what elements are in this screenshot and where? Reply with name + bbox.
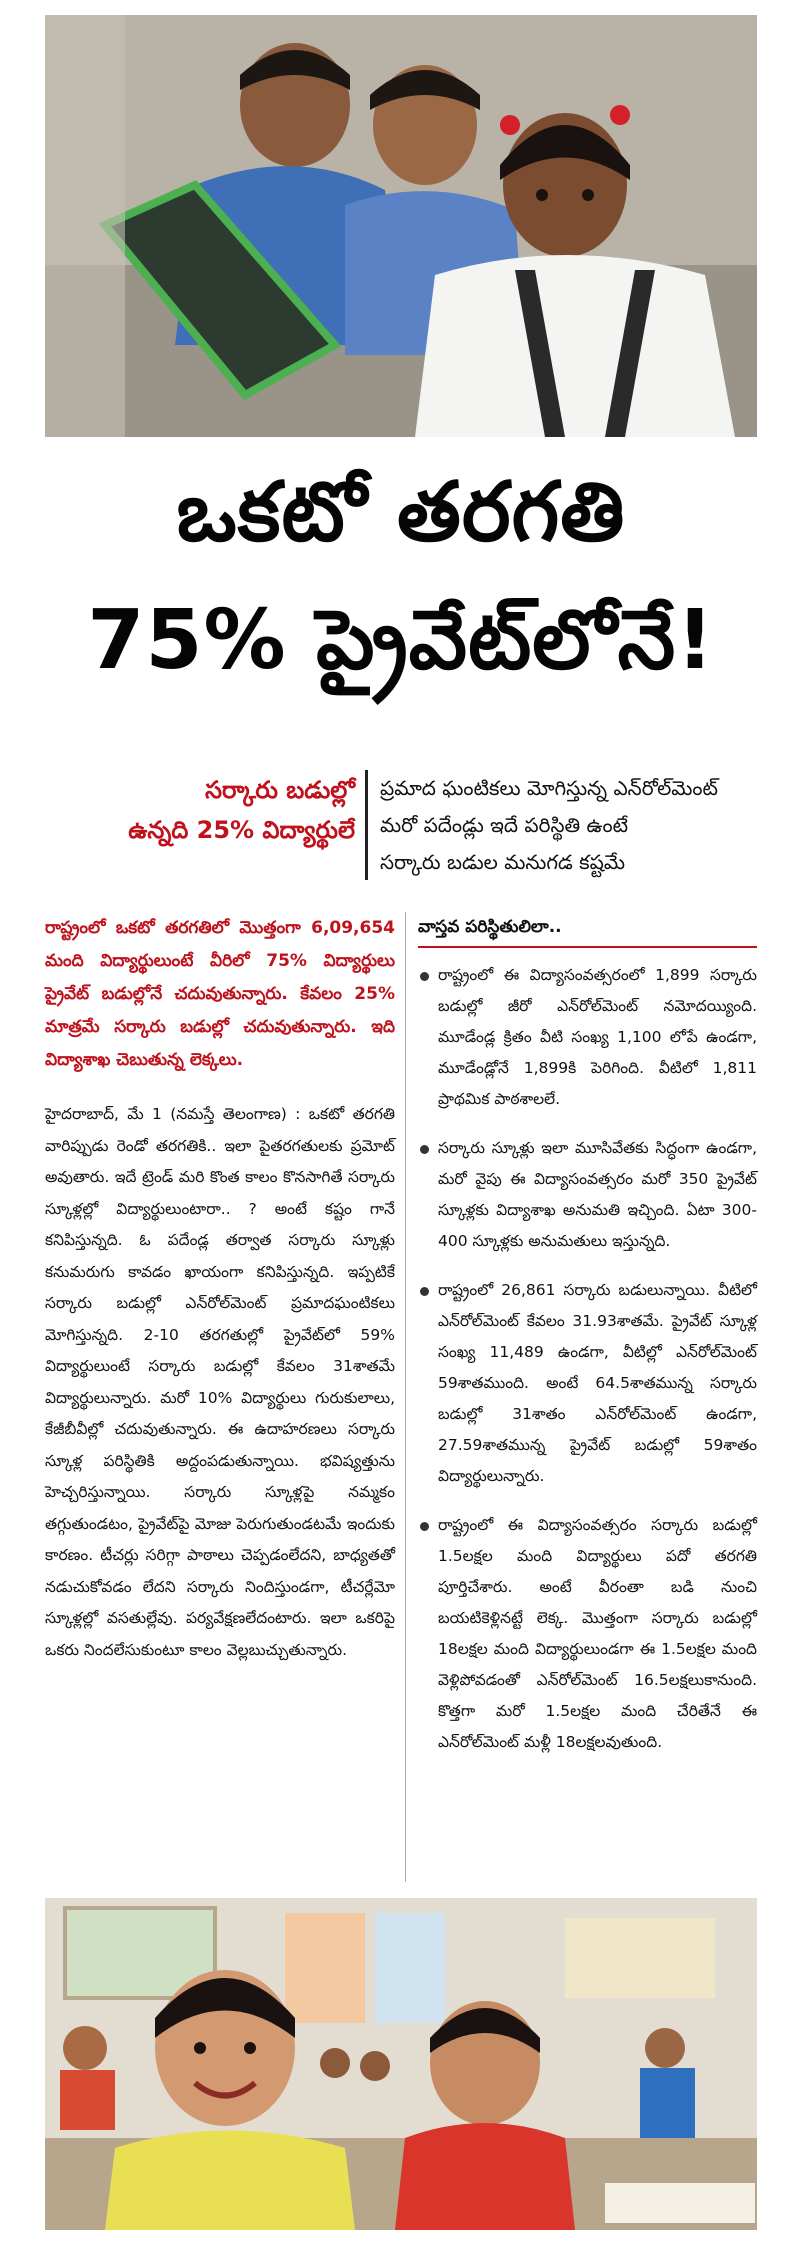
top-photo-children-with-slates (45, 15, 757, 437)
sidebar-bullet-text: సర్కారు స్కూళ్లు ఇలా మూసివేతకు సిద్ధంగా ఉండగా, మరో వైపు ఈ విద్యాసంవత్సరం మరో 350 ప్రైవేట్ స్కూళ్లకు విద్యాశాఖ అనుమతి ఇచ్చింది. ఏటా 300-400 స్కూళ్లకు అనుమతులు ఇస్తున్నది. (438, 1139, 757, 1250)
subhead-left-line-1: సర్కారు బడుల్లో (205, 776, 355, 804)
sidebar-bullet (418, 1275, 757, 1492)
sidebar-bullet-text: రాష్ట్రంలో 26,861 సర్కారు బడులున్నాయి. వీటిలో ఎన్‌రోల్‌మెంట్ కేవలం 31.93శాతమే. ప్రైవేట్ స్కూళ్ల సంఖ్య 11,489 ఉండగా, వీటిల్లో ఎన్‌రోల్‌మెంట్ 59శాతముంది. అంటే 64.5శాతమున్న సర్కారు బడుల్లో 31శాతం ఎన్‌రోల్‌మెంట్ ఉండగా, 27.59శాతమున్న ప్రైవేట్ బడుల్లో 59శాతం విద్యార్థులున్నారు. (438, 1281, 757, 1485)
subhead-right (380, 770, 757, 881)
column-divider (405, 912, 406, 1882)
subhead-right-line-2: మరో పదేండ్లు ఇదే పరిస్థితి ఉంటే (380, 813, 629, 837)
sidebar-bullet (418, 1510, 757, 1758)
subhead-right-line-3: సర్కారు బడుల మనుగడ కష్టమే (380, 850, 626, 874)
subhead-left-line-2: ఉన్నది 25% విద్యార్థులే (128, 816, 355, 844)
sidebar-bullet (418, 1133, 757, 1257)
sidebar-heading: వాస్తవ పరిస్థితులిలా.. (418, 912, 757, 948)
bullet-dot-icon (420, 1145, 429, 1154)
headline-line-1: ఒకటో తరగతి (176, 465, 626, 560)
sidebar-bullet-text: రాష్ట్రంలో ఈ విద్యాసంవత్సరంలో 1,899 సర్కారు బడుల్లో జీరో ఎన్‌రోల్‌మెంట్ నమోదయ్యింది. మూడేండ్ల క్రితం వీటి సంఖ్య 1,100 లోపే ఉండగా, మూడేండ్లోనే 1,899కి పెరిగింది. వీటిలో 1,811 ప్రాథమిక పాఠశాలలే. (438, 966, 757, 1108)
article-column (45, 912, 395, 1666)
bullet-dot-icon (420, 1522, 429, 1531)
subhead-divider (365, 770, 368, 880)
headline-line-2: 75% ప్రైవేట్‌లోనే! (87, 593, 715, 688)
subhead-right-line-1: ప్రమాద ఘంటికలు మోగిస్తున్న ఎన్‌రోల్‌మెంట్ (380, 776, 718, 800)
subhead-left (45, 770, 355, 850)
article-intro: రాష్ట్రంలో ఒకటో తరగతిలో మొత్తంగా 6,09,654 మంది విద్యార్థులుంటే వీరిలో 75% విద్యార్థులు ప్రైవేట్ బడుల్లోనే చదువుతున్నారు. కేవలం 25% మాత్రమే సర్కారు బడుల్లో చదువుతున్నారు. ఇది విద్యాశాఖ చెబుతున్న లెక్కలు. (45, 918, 395, 1070)
bullet-dot-icon (420, 972, 429, 981)
article-body: హైదరాబాద్, మే 1 (నమస్తే తెలంగాణ) : ఒకటో తరగతి వారిప్పుడు రెండో తరగతికి.. ఇలా పైతరగతులకు ప్రమోట్ అవుతారు. ఇదే ట్రెండ్ మరి కొంత కాలం కొనసాగితే సర్కారు స్కూళ్లల్లో విద్యార్థులుంటారా.. ? అంటే కష్టం గానే కనిపిస్తున్నది. ఓ పదేండ్ల తర్వాత సర్కారు స్కూళ్లు కనుమరుగు కావడం ఖాయంగా కనిపిస్తున్నది. ఇప్పటికే సర్కారు బడుల్లో ఎన్‌రోల్‌మెంట్ ప్రమాదఘంటికలు మోగిస్తున్నది. 2-10 తరగతుల్లో ప్రైవేట్‌లో 59% విద్యార్థులుంటే సర్కారు బడుల్లో కేవలం 31శాతమే విద్యార్థులున్నారు. మరో 10% విద్యార్థులు గురుకులాలు, కేజీబీవీల్లో చదువుతున్నారు. ఈ ఉదాహరణలు సర్కారు స్కూళ్ల పరిస్థితికి అద్దంపడుతున్నాయి. భవిష్యత్తును హెచ్చరిస్తున్నాయి. సర్కారు స్కూళ్లపై నమ్మకం తగ్గుతుండటం, ప్రైవేట్‌పై మోజు పెరుగుతుండటమే ఇందుకు కారణం. టీచర్లు సరిగ్గా పాఠాలు చెప్పడంలేదని, బాధ్యతతో నడుచుకోవడం లేదని సర్కారు నిందిస్తుండగా, టీచర్లేమో స్కూళ్లల్లో వసతుల్లేవు. పర్యవేక్షణలేదంటారు. ఇలా ఒకరిపై ఒకరు నిందలేసుకుంటూ కాలం వెల్లబుచ్చుతున్నారు. (45, 1105, 395, 1659)
top-photo-illustration (45, 15, 757, 437)
sidebar-bullet-text: రాష్ట్రంలో ఈ విద్యాసంవత్సరం సర్కారు బడుల్లో 1.5లక్షల మంది విద్యార్థులు పదో తరగతి పూర్తిచేశారు. అంటే వీరంతా బడి నుంచి బయటికెళ్లినట్టే లెక్క. మొత్తంగా సర్కారు బడుల్లో 18లక్షల మంది విద్యార్థులుండగా ఈ 1.5లక్షల మంది వెళ్లిపోవడంతో ఎన్‌రోల్‌మెంట్ 16.5లక్షలుకానుంది. కొత్తగా మరో 1.5లక్షల మంది చేరితేనే ఈ ఎన్‌రోల్‌మెంట్ మళ్లీ 18లక్షలవుతుంది. (438, 1516, 757, 1751)
bottom-photo-classroom (45, 1898, 757, 2230)
bullet-dot-icon (420, 1287, 429, 1296)
facts-sidebar (418, 912, 757, 1776)
bottom-photo-illustration (45, 1898, 757, 2230)
sidebar-bullet (418, 960, 757, 1115)
